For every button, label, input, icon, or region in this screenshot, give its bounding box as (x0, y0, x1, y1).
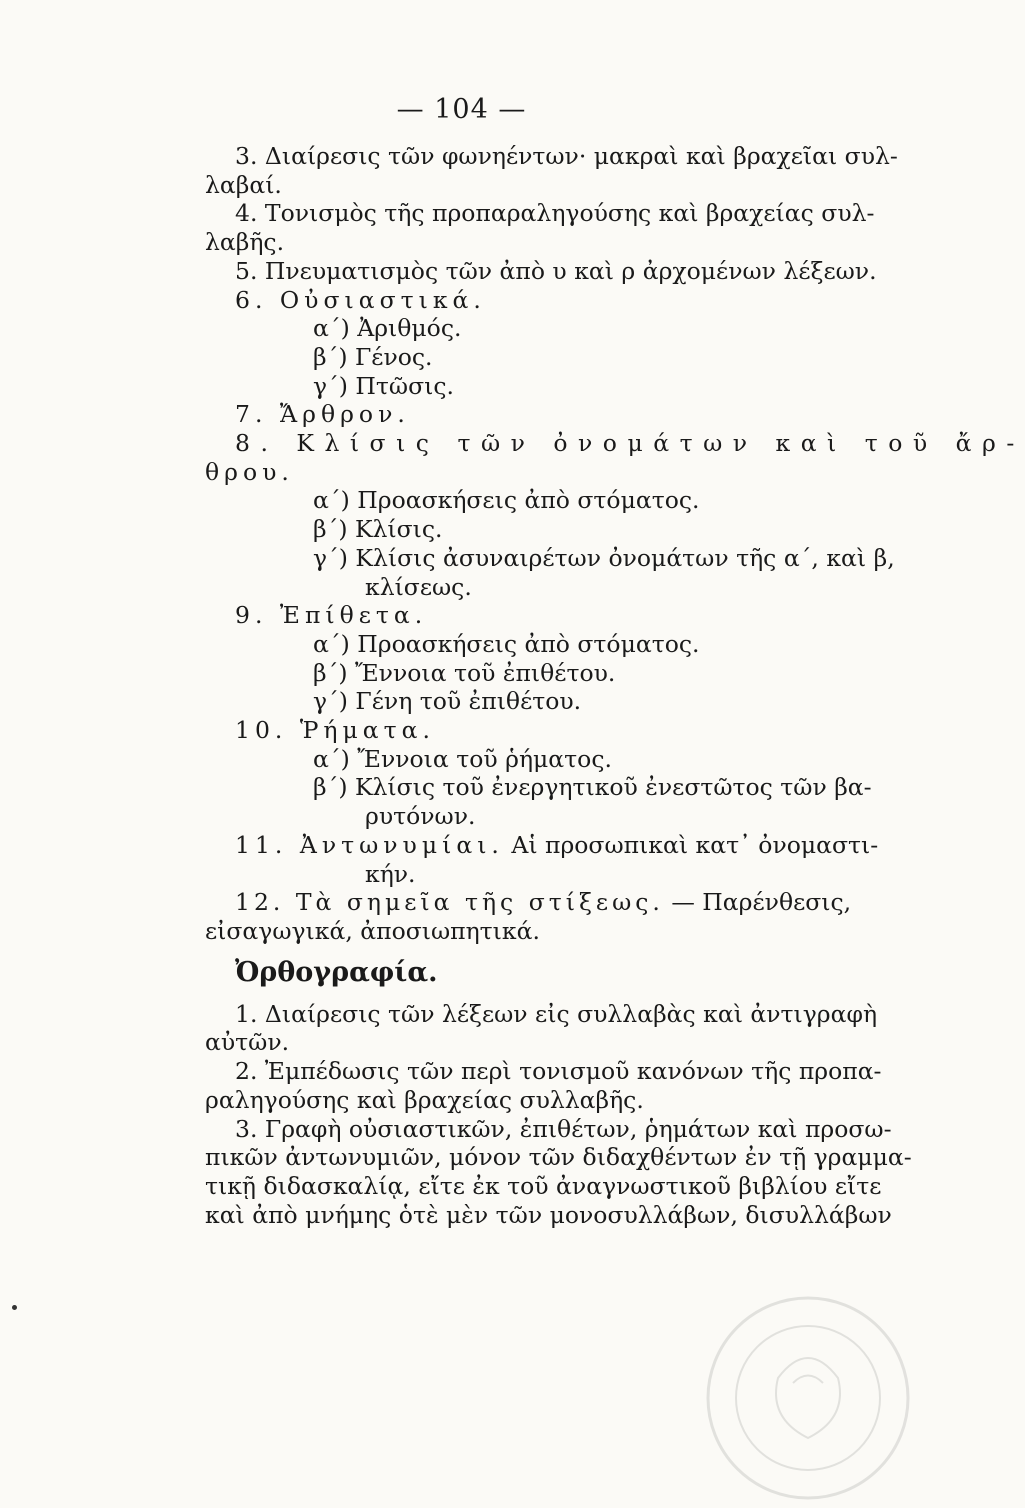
sub-item: β΄) Ἔννοια τοῦ ἐπιθέτου. (313, 658, 616, 687)
sub-item: β΄) Κλίσις. (313, 515, 443, 544)
text-line: λαβαί. (205, 170, 282, 199)
text-line: λαβῆς. (205, 228, 285, 257)
section-title: 10. Ῥήματα. (235, 716, 435, 745)
section-title: 9. Ἐπίθετα. (235, 601, 428, 630)
text-line: ραληγούσης καὶ βραχείας συλλαβῆς. (205, 1085, 644, 1114)
text-line: 1. Διαίρεσις τῶν λέξεων εἰς συλλαβὰς καὶ ἀντιγραφὴ (235, 999, 878, 1028)
text-line (205, 830, 879, 860)
section-heading: Ὀρθογραφία. (235, 956, 438, 988)
text-line (205, 888, 852, 917)
sub-item-continuation: ρυτόνων. (365, 802, 476, 831)
text-line: πικῶν ἀντωνυμιῶν, μόνον τῶν διδαχθέντων ἐν τῇ γραμμα- (205, 1143, 912, 1172)
page-body (205, 142, 1025, 1229)
sub-item: α΄) Ἀριθμός. (313, 314, 462, 343)
text-line: 3. Διαίρεσις τῶν φωνηέντων· μακραὶ καὶ βραχεῖαι συλ- (235, 142, 898, 170)
sub-item: β΄) Κλίσις τοῦ ἐνεργητικοῦ ἐνεστῶτος τῶν βα- (313, 773, 872, 802)
section-title: 12. Τὰ σημεῖα τῆς στίξεως. (235, 888, 664, 917)
section-title: θρου. (205, 457, 294, 486)
text-line: εἰσαγωγικά, ἀποσιωπητικά. (205, 916, 540, 945)
text-line: 2. Ἐμπέδωσις τῶν περὶ τονισμοῦ κανόνων τῆς προπα- (235, 1057, 882, 1086)
ink-speck (12, 1305, 17, 1310)
text-line: 5. Πνευματισμὸς τῶν ἀπὸ υ καὶ ρ ἀρχομένων λέξεων. (235, 256, 877, 285)
text-line: κήν. (365, 859, 416, 888)
sub-item: α΄) Προασκήσεις ἀπὸ στόματος. (313, 629, 700, 658)
sub-item: γ΄) Γένη τοῦ ἐπιθέτου. (313, 687, 582, 716)
text-line: 3. Γραφὴ οὐσιαστικῶν, ἐπιθέτων, ῥημάτων καὶ προσω- (235, 1114, 892, 1143)
section-title: 8. Κλίσις τῶν ὀνομάτων καὶ τοῦ ἄρ- (235, 429, 1025, 458)
text-line: καὶ ἀπὸ μνήμης ὁτὲ μὲν τῶν μονοσυλλάβων, δισυλλάβων (205, 1200, 892, 1229)
sub-item-continuation: κλίσεως. (365, 572, 472, 601)
section-title: 6. Οὐσιαστικά. (235, 285, 486, 314)
sub-item: γ΄) Κλίσις ἀσυναιρέτων ὀνομάτων τῆς α΄, καὶ β, (313, 543, 895, 572)
sub-item: γ΄) Πτῶσις. (313, 371, 454, 400)
section-title: 7. Ἄρθρον. (235, 400, 410, 429)
text-line: αὐτῶν. (205, 1028, 290, 1057)
sub-item: β΄) Γένος. (313, 342, 433, 371)
section-title: 11. Ἀντωνυμίαι. (235, 830, 504, 859)
sub-item: α΄) Προασκήσεις ἀπὸ στόματος. (313, 486, 700, 515)
text-span: — Παρένθεσις, (663, 888, 852, 917)
text-line: τικῇ διδασκαλίᾳ, εἴτε ἐκ τοῦ ἀναγνωστικοῦ βιβλίου εἴτε (205, 1171, 882, 1200)
text-line: 4. Τονισμὸς τῆς προπαραληγούσης καὶ βραχείας συλ- (235, 199, 875, 228)
text-span: Αἱ προσωπικαὶ κατ᾽ ὀνομαστι- (503, 830, 879, 859)
sub-item: α΄) Ἔννοια τοῦ ῥήματος. (313, 744, 612, 773)
library-stamp-icon (698, 1288, 918, 1508)
page-number: — 104 — (396, 94, 527, 125)
